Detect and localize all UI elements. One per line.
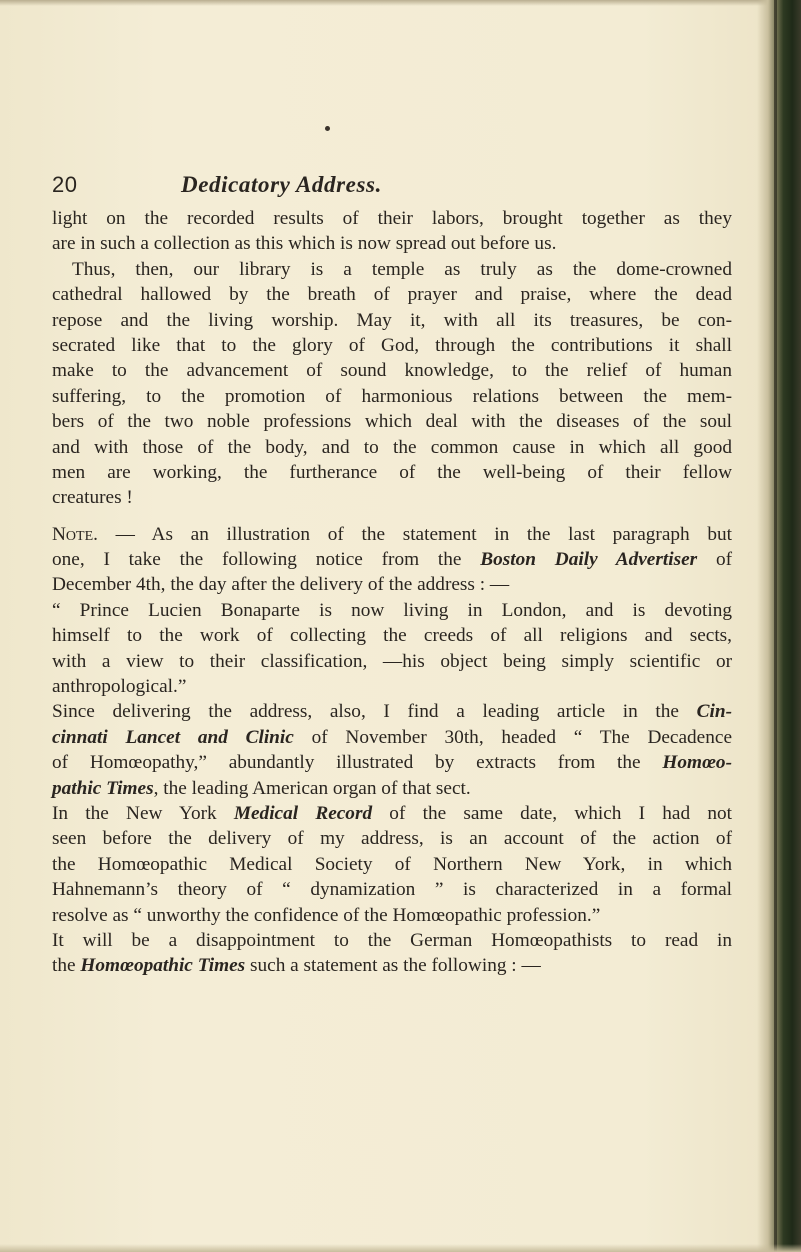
text-span: In the New York [52, 802, 234, 824]
text-line: make to the advancement of sound knowledge, to the relief of human [52, 360, 732, 382]
book-spine-shadow [757, 0, 801, 1252]
page-bottom-edge [0, 1244, 801, 1252]
text-line [52, 776, 732, 801]
publication-title: Cin- [696, 701, 732, 723]
text-line: light on the recorded results of their labors, brought together as they [52, 208, 732, 229]
text-line: It will be a disappointment to the German Homœopathists to read in [52, 929, 732, 951]
body-text [52, 206, 732, 979]
page-number: 20 [52, 172, 78, 197]
text-line: suffering, to the promotion of harmonious relations between the mem- [52, 385, 732, 407]
ink-speck [325, 126, 330, 131]
publication-title: Medical Record [233, 802, 373, 824]
text-line: Thus, then, our library is a temple as truly as the dome-crowned [72, 258, 732, 280]
text-line [52, 953, 732, 978]
publication-title: cinnati Lancet and Clinic [52, 726, 294, 748]
quote-line: anthropological.” [52, 676, 187, 698]
text-line: bers of the two noble professions which deal with the diseases of the soul [52, 411, 732, 433]
text-line [52, 750, 732, 775]
page-header [52, 172, 732, 202]
note-text: — As an illustration of the statement in the last paragraph but [97, 523, 732, 545]
note-line [52, 522, 732, 547]
text-span: of Homœopathy,” abundantly illustrated by extracts from the [52, 752, 663, 774]
book-spine-line [774, 0, 777, 1252]
page-top-edge [0, 0, 801, 6]
text-line: secrated like that to the glory of God, through the contributions it shall [52, 334, 732, 356]
text-span: the [52, 955, 81, 977]
quote-line: with a view to their classification, —his object being simply scientific or [52, 650, 732, 672]
quote-line: himself to the work of collecting the creeds of all religions and sects, [52, 625, 732, 647]
note-line: December 4th, the day after the delivery of the address : — [52, 574, 510, 596]
text-line [52, 699, 732, 724]
text-line: and with those of the body, and to the common cause in which all good [52, 436, 732, 458]
text-line: are in such a collection as this which is now spread out before us. [52, 233, 557, 255]
note-text: one, I take the following notice from the [52, 549, 481, 571]
text-line [52, 801, 732, 826]
text-span: Since delivering the address, also, I find a leading article in the [52, 701, 697, 723]
text-line: the Homœopathic Medical Society of Northern New York, in which [52, 853, 732, 875]
publication-title: Homœopathic Times [80, 955, 246, 977]
text-span: of November 30th, headed “ The Decadence [293, 726, 732, 748]
note-text: of [697, 549, 733, 571]
quote-line: “ Prince Lucien Bonaparte is now living in London, and is devoting [52, 599, 732, 621]
publication-title: Boston Daily Advertiser [480, 549, 698, 571]
note-label: Note. [52, 523, 98, 545]
text-line: repose and the living worship. May it, with all its treasures, be con- [52, 309, 732, 331]
text-line: cathedral hallowed by the breath of prayer and praise, where the dead [52, 284, 732, 306]
text-span: of the same date, which I had not [372, 802, 732, 824]
publication-title: Homœo- [662, 752, 732, 774]
text-line: seen before the delivery of my address, is an account of the action of [52, 828, 732, 850]
note-line [52, 547, 732, 572]
publication-title: pathic Times [52, 777, 154, 799]
text-line: men are working, the furtherance of the well-being of their fellow [52, 461, 732, 483]
section-gap [52, 511, 732, 522]
text-line: creatures ! [52, 487, 133, 509]
text-line: resolve as “ unworthy the confidence of the Homœopathic profession.” [52, 904, 601, 926]
text-span: , the leading American organ of that sect. [153, 777, 471, 799]
text-line: Hahnemann’s theory of “ dynamization ” is characterized in a formal [52, 879, 732, 901]
text-span: such a statement as the following : — [245, 955, 541, 977]
text-line [52, 725, 732, 750]
running-head: Dedicatory Address. [181, 172, 382, 197]
